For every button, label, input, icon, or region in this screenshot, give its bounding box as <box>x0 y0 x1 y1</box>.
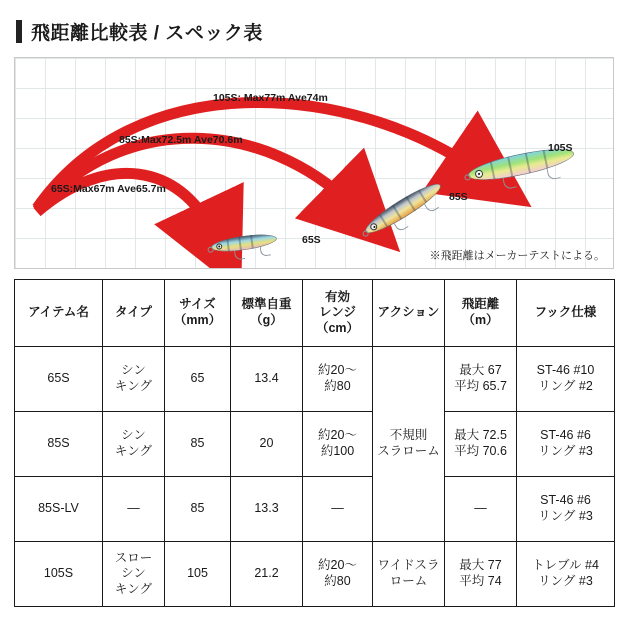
page-title <box>16 18 616 45</box>
cell-item-name: 65S <box>15 347 103 412</box>
cell-hook: ST-46 #10 リング #2 <box>517 347 615 412</box>
column-header-type: タイプ <box>103 280 165 347</box>
spec-table <box>14 279 615 607</box>
cell-item-name: 85S <box>15 412 103 477</box>
cell-weight: 13.4 <box>231 347 303 412</box>
column-header-item-name: アイテム名 <box>15 280 103 347</box>
cell-range: 約20～ 約80 <box>303 542 373 607</box>
cell-item-name: 85S-LV <box>15 477 103 542</box>
cell-type: シン キング <box>103 412 165 477</box>
cell-weight: 20 <box>231 412 303 477</box>
cell-hook: トレブル #4 リング #3 <box>517 542 615 607</box>
column-header-weight: 標準自重 （g） <box>231 280 303 347</box>
cell-type: スロー シン キング <box>103 542 165 607</box>
cell-hook: ST-46 #6 リング #3 <box>517 477 615 542</box>
cell-range: 約20～ 約100 <box>303 412 373 477</box>
table-row <box>15 412 615 477</box>
cell-action: ワイドスラ ローム <box>373 542 445 607</box>
cell-distance: ― <box>445 477 517 542</box>
lure-label-105s: 105S <box>548 142 573 154</box>
cell-hook: ST-46 #6 リング #3 <box>517 412 615 477</box>
column-header-hook: フック仕様 <box>517 280 615 347</box>
table-row <box>15 477 615 542</box>
cell-range: ― <box>303 477 373 542</box>
lure-label-85s: 85S <box>449 191 468 203</box>
annotation-65s: 65S:Max67m Ave65.7m <box>51 183 166 195</box>
chart-note: ※飛距離はメーカーテストによる。 <box>429 250 605 262</box>
cell-action: 不規則 スラローム <box>373 347 445 542</box>
cell-size: 85 <box>165 477 231 542</box>
column-header-range: 有効 レンジ （cm） <box>303 280 373 347</box>
column-header-distance: 飛距離 （m） <box>445 280 517 347</box>
title-accent-bar <box>16 20 22 43</box>
cell-size: 105 <box>165 542 231 607</box>
cell-range: 約20～ 約80 <box>303 347 373 412</box>
cell-weight: 13.3 <box>231 477 303 542</box>
cell-distance: 最大 77 平均 74 <box>445 542 517 607</box>
table-row <box>15 542 615 607</box>
cell-type: ― <box>103 477 165 542</box>
distance-comparison-chart <box>14 57 614 269</box>
cell-distance: 最大 67 平均 65.7 <box>445 347 517 412</box>
annotation-85s: 85S:Max72.5m Ave70.6m <box>119 134 243 146</box>
column-header-size: サイズ （mm） <box>165 280 231 347</box>
cell-size: 85 <box>165 412 231 477</box>
cell-size: 65 <box>165 347 231 412</box>
cell-item-name: 105S <box>15 542 103 607</box>
column-header-action: アクション <box>373 280 445 347</box>
annotation-105s: 105S: Max77m Ave74m <box>213 92 328 104</box>
table-header-row <box>15 280 615 347</box>
title-text: 飛距離比較表 / スペック表 <box>31 23 263 44</box>
table-row <box>15 347 615 412</box>
cell-type: シン キング <box>103 347 165 412</box>
lure-label-65s: 65S <box>302 234 321 246</box>
cell-distance: 最大 72.5 平均 70.6 <box>445 412 517 477</box>
cell-weight: 21.2 <box>231 542 303 607</box>
